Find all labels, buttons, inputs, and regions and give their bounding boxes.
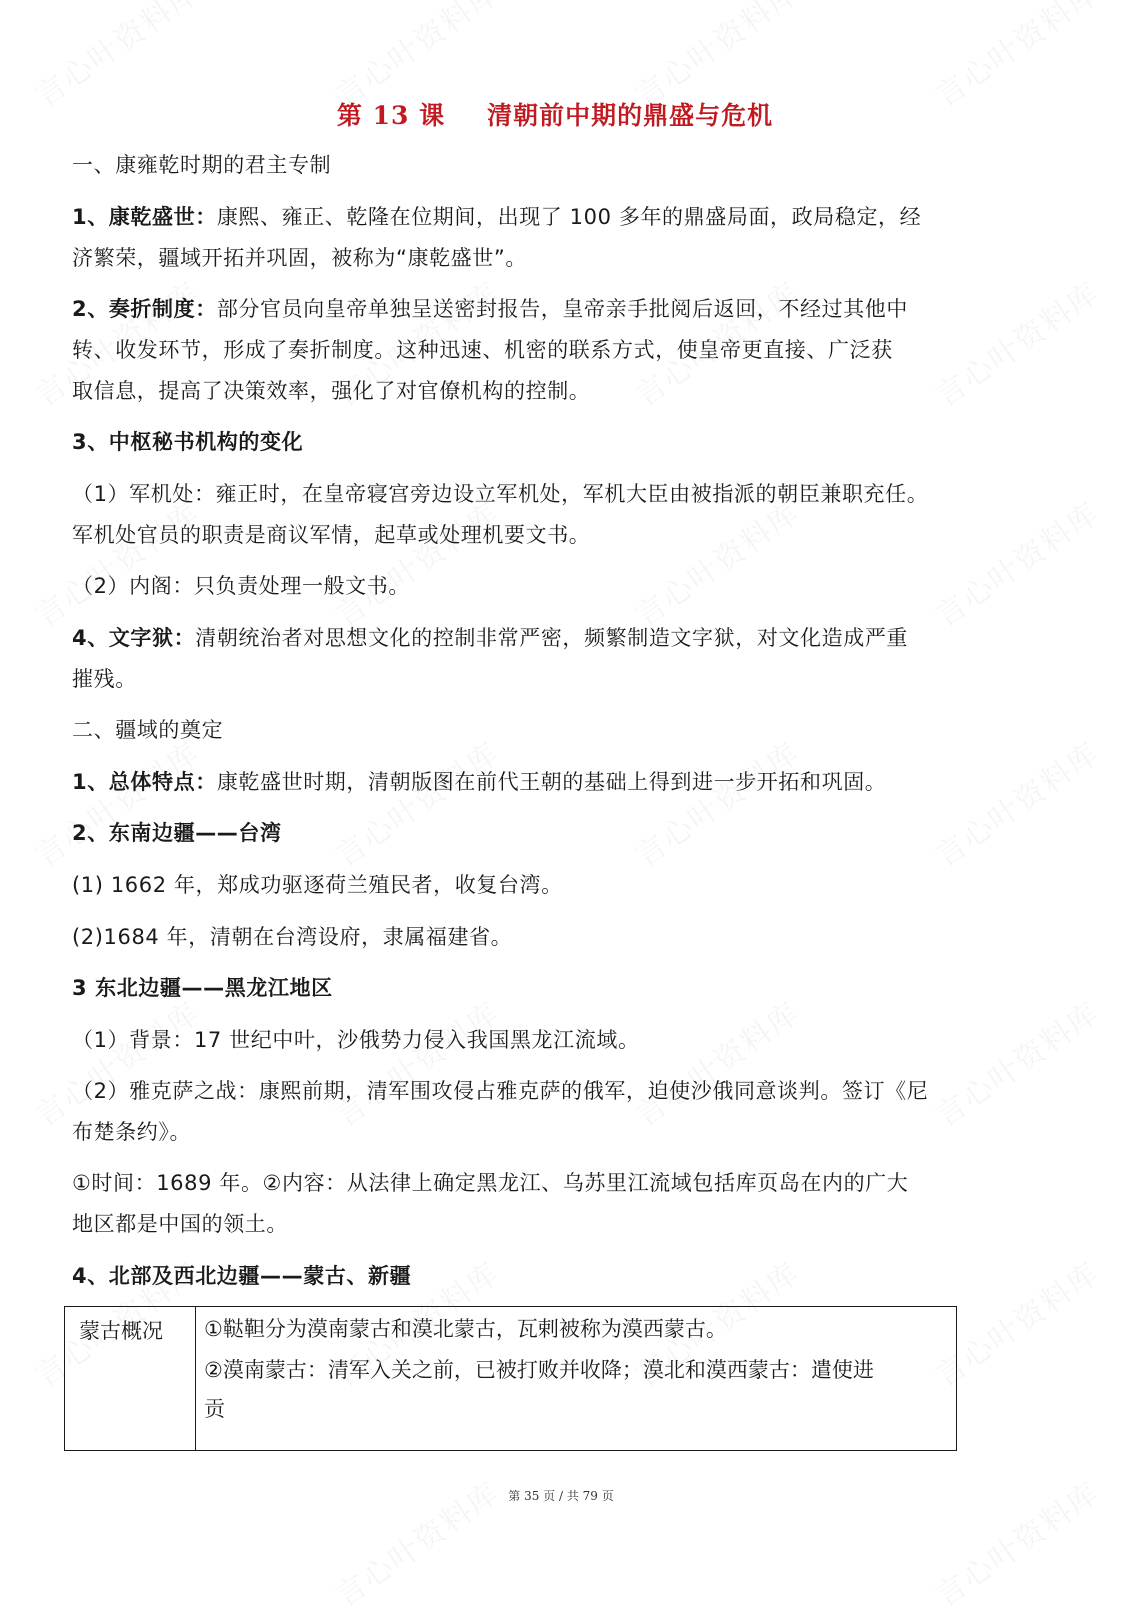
watermark [925, 489, 1108, 635]
item-text: 清朝统治者对思想文化的控制非常严密，频繁制造文字狱，对文化造成严重 [195, 626, 909, 650]
item-label: 2、奏折制度： [72, 297, 217, 321]
table-row [65, 1307, 957, 1451]
paragraph-line: 地区都是中国的领土。 [72, 1212, 288, 1236]
paragraph-line: 军机处官员的职责是商议军情，起草或处理机要文书。 [72, 523, 591, 547]
lesson-topic: 清朝前中期的鼎盛与危机 [487, 101, 774, 130]
item-label: 2、东南边疆——台湾 [72, 821, 282, 845]
watermark [25, 489, 208, 635]
item-label: 3、中枢秘书机构的变化 [72, 430, 304, 454]
paragraph-line: 济繁荣，疆域开拓并巩固，被称为“康乾盛世”。 [72, 246, 527, 270]
paragraph-line: 转、收发环节，形成了奏折制度。这种迅速、机密的联系方式，使皇帝更直接、广泛获 [72, 338, 893, 362]
watermark [25, 989, 208, 1135]
watermark [325, 989, 508, 1135]
item-label: 3 东北边疆——黑龙江地区 [72, 976, 333, 1000]
section-heading: 二、疆域的奠定 [72, 718, 224, 742]
item-text: 部分官员向皇帝单独呈送密封报告，皇帝亲手批阅后返回，不经过其他中 [216, 297, 909, 321]
watermark [325, 729, 508, 875]
lesson-number: 第 13 课 [336, 101, 446, 130]
subsection-heading [72, 430, 303, 454]
subsection-heading [72, 821, 282, 845]
paragraph-line: （2）雅克萨之战：康熙前期，清军围攻侵占雅克萨的俄军，迫使沙俄同意谈判。签订《尼 [72, 1079, 929, 1103]
paragraph-line: 取信息，提高了决策效率，强化了对官僚机构的控制。 [72, 379, 591, 403]
paragraph-line: 布楚条约》。 [72, 1120, 192, 1144]
paragraph-line [72, 205, 921, 229]
page-title [72, 96, 1038, 132]
item-label: 4、文字狱： [72, 626, 196, 650]
paragraph-line: （1）军机处：雍正时，在皇帝寝宫旁边设立军机处，军机大臣由被指派的朝臣兼职充任。 [72, 482, 929, 506]
table-row-label: 蒙古概况 [65, 1307, 196, 1451]
item-text: 康乾盛世时期，清朝版图在前代王朝的基础上得到进一步开拓和巩固。 [216, 770, 887, 794]
table-row-content [196, 1307, 957, 1451]
table-line: 贡 [204, 1397, 225, 1421]
table-line: ①鞑靼分为漠南蒙古和漠北蒙古，瓦剌被称为漠西蒙古。 [204, 1317, 727, 1341]
paragraph-line [72, 626, 908, 650]
paragraph-line [72, 297, 908, 321]
watermark [925, 989, 1108, 1135]
section-heading: 一、康雍乾时期的君主专制 [72, 153, 332, 177]
watermark [625, 729, 808, 875]
subsection-heading [72, 976, 333, 1000]
paragraph-line: （2）内阁：只负责处理一般文书。 [72, 574, 410, 598]
page-footer: 第 35 页 / 共 79 页 [508, 1489, 614, 1503]
item-text: 康熙、雍正、乾隆在位期间，出现了 100 多年的鼎盛局面，政局稳定，经 [216, 205, 922, 229]
watermark [25, 729, 208, 875]
watermark [625, 489, 808, 635]
paragraph-line: 摧残。 [72, 667, 137, 691]
subsection-heading [72, 1264, 411, 1288]
watermark [925, 269, 1108, 415]
paragraph-line: (1) 1662 年，郑成功驱逐荷兰殖民者，收复台湾。 [72, 873, 563, 897]
paragraph-line: (2)1684 年，清朝在台湾设府，隶属福建省。 [72, 925, 513, 949]
paragraph-line [72, 770, 886, 794]
item-label: 4、北部及西北边疆——蒙古、新疆 [72, 1264, 412, 1288]
item-label: 1、总体特点： [72, 770, 217, 794]
table-line: ②漠南蒙古：清军入关之前，已被打败并收降；漠北和漠西蒙古：遣使进 [204, 1358, 874, 1382]
paragraph-line: （1）背景：17 世纪中叶，沙俄势力侵入我国黑龙江流域。 [72, 1028, 640, 1052]
item-label: 1、康乾盛世： [72, 205, 217, 229]
watermark [925, 729, 1108, 875]
watermark [625, 989, 808, 1135]
watermark [325, 489, 508, 635]
paragraph-line: ①时间：1689 年。②内容：从法律上确定黑龙江、乌苏里江流域包括库页岛在内的广大 [72, 1171, 909, 1195]
mongolia-table [64, 1306, 957, 1451]
